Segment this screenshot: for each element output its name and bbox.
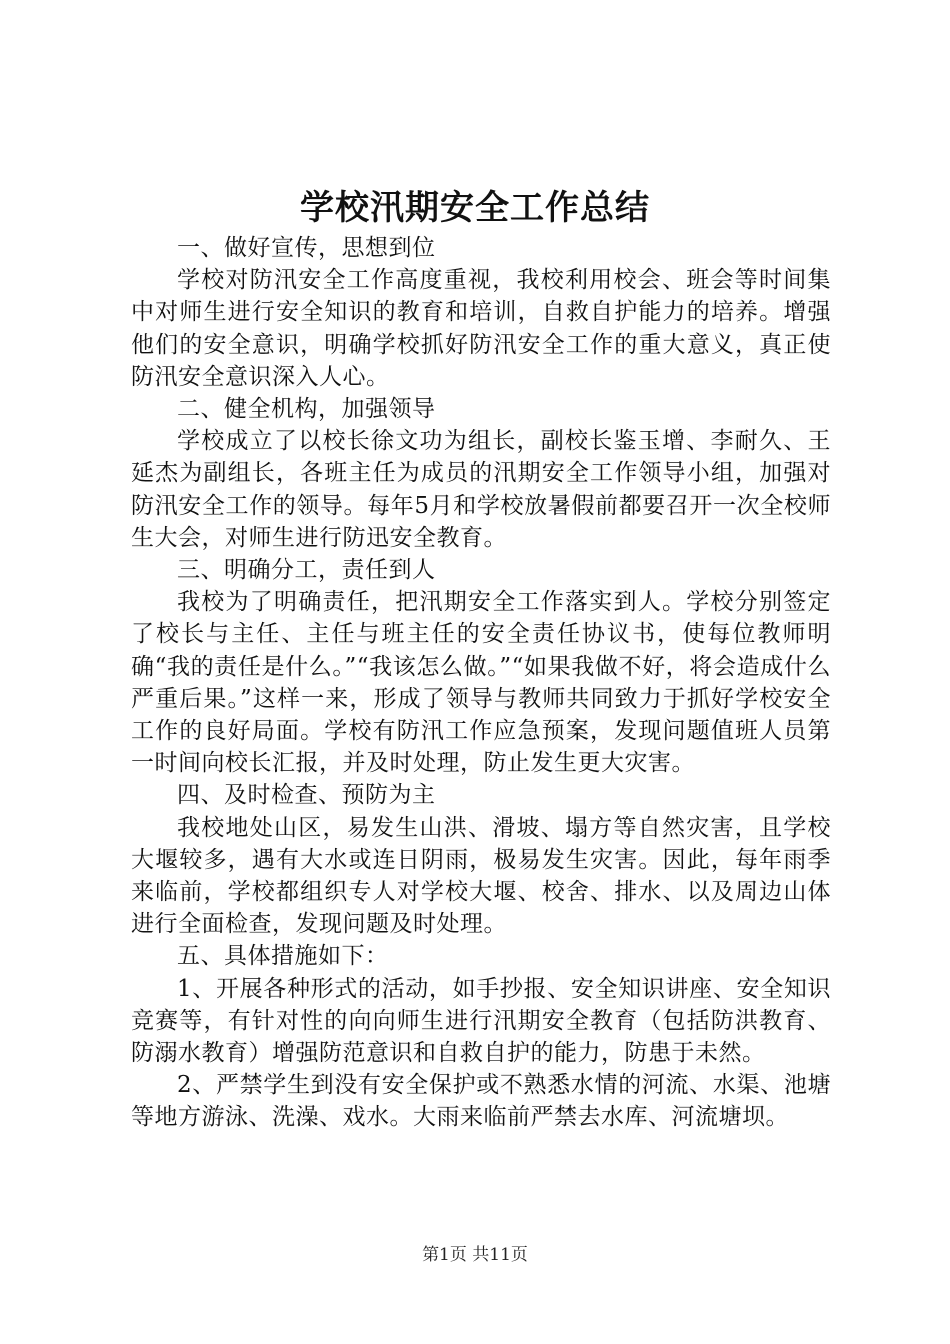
section-heading-5: 五、具体措施如下： bbox=[177, 943, 389, 970]
page-number-footer: 第1页 共11页 bbox=[422, 1245, 528, 1265]
document-body bbox=[131, 232, 831, 1134]
section-paragraph-3: 我校为了明确责任，把汛期安全工作落实到人。学校分别签定了校长与主任、主任与班主任的安全责任协议书，使每位教师明确“我的责任是什么。”“我该怎么做。”“如果我做不好，将会造成什么严重后果。”这样一来，形成了领导与教师共同致力于抓好学校安全工作的良好局面。学校有防汛工作应急预案，发现问题值班人员第一时间向校长汇报，并及时处理，防止发生更大灾害。 bbox=[131, 589, 831, 777]
section-heading-2: 二、健全机构，加强领导 bbox=[177, 396, 436, 423]
section-paragraph-4: 我校地处山区，易发生山洪、滑坡、塌方等自然灾害，且学校大堰较多，遇有大水或连日阴雨，极易发生灾害。因此，每年雨季来临前，学校都组织专人对学校大堰、校舍、排水、以及周边山体进行全面检查，发现问题及时处理。 bbox=[131, 814, 831, 938]
section-heading-4: 四、及时检查、预防为主 bbox=[177, 782, 436, 809]
section-heading-1: 一、做好宣传，思想到位 bbox=[177, 235, 436, 261]
document-title: 学校汛期安全工作总结 bbox=[300, 188, 650, 228]
section-heading-3: 三、明确分工，责任到人 bbox=[177, 557, 436, 584]
section-paragraph-2: 学校成立了以校长徐文功为组长，副校长鉴玉增、李耐久、王延杰为副组长，各班主任为成员的汛期安全工作领导小组，加强对防汛安全工作的领导。每年5月和学校放暑假前都要召开一次全校师生大会，对师生进行防迅安全教育。 bbox=[131, 428, 831, 551]
measure-item-2: 2、严禁学生到没有安全保护或不熟悉水情的河流、水渠、池塘等地方游泳、洗澡、戏水。大雨来临前严禁去水库、河流塘坝。 bbox=[131, 1072, 831, 1131]
measure-item-1: 1、开展各种形式的活动，如手抄报、安全知识讲座、安全知识竞赛等，有针对性的向向师生进行汛期安全教育（包括防洪教育、防溺水教育）增强防范意识和自救自护的能力，防患于未然。 bbox=[131, 975, 831, 1067]
section-paragraph-1: 学校对防汛安全工作高度重视，我校利用校会、班会等时间集中对师生进行安全知识的教育和培训，自救自护能力的培养。增强他们的安全意识，明确学校抓好防汛安全工作的重大意义，真正使防汛安全意识深入人心。 bbox=[131, 267, 831, 390]
